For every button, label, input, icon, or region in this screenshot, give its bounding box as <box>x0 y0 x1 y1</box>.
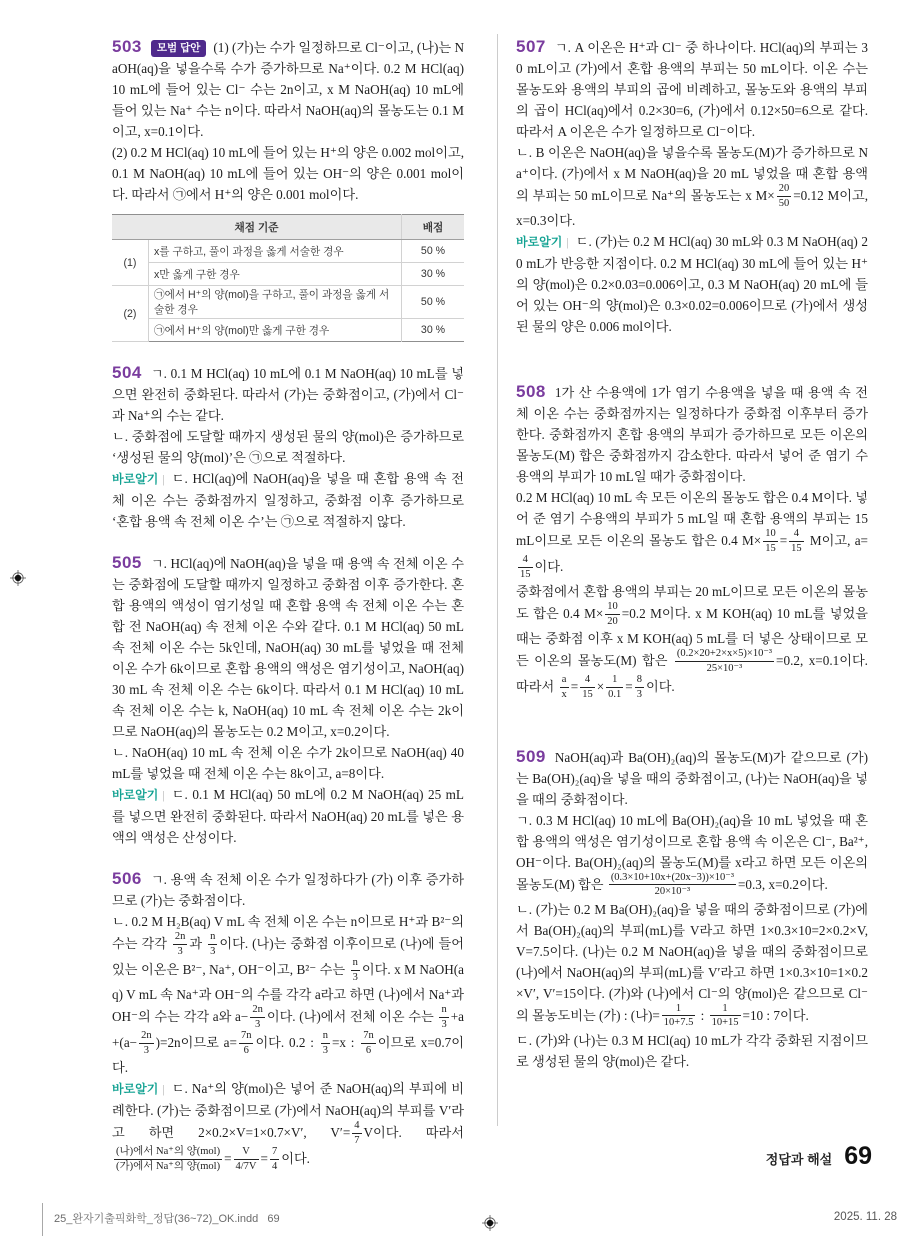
label-divider: | <box>162 788 165 802</box>
fraction: $\frac{a}{x}$ <box>561 674 567 701</box>
fraction: $\frac{V}{4/7V}$ <box>235 1146 257 1173</box>
criteria-cell: ㉠에서 H⁺의 양(mol)만 옳게 구한 경우 <box>154 324 330 337</box>
fraction: $\frac{2n}{3}$ <box>141 1030 152 1056</box>
fraction: $\frac{2n}{3}$ <box>252 1004 263 1030</box>
criteria-cell: x를 구하고, 풀이 과정을 옳게 서술한 경우 <box>149 240 402 263</box>
column-divider <box>497 34 498 1126</box>
criteria-header: 채점 기준 <box>112 215 402 240</box>
grading-table <box>112 214 464 342</box>
fraction: $\frac{\text{(0.2×20+2×x×5)×10⁻³}}{\text{25×10⁻³}}$ <box>676 648 773 674</box>
problem-number: 506 <box>112 869 142 888</box>
problem-506 <box>112 868 464 1174</box>
problem-505 <box>112 552 464 848</box>
baroalgi-label: 바로알기 <box>516 235 563 250</box>
score-cell: 50 % <box>402 240 465 263</box>
fraction: $\frac{4}{7}$ <box>354 1120 360 1146</box>
solution-paragraph: 503 모범 답안 (1) (가)는 수가 일정하므로 Cl⁻이고, (나)는 NaOH(aq)을 넣을수록 수가 증가하므로 Na⁺이다. 0.2 M HCl(aq) 10 mL에 들어 있는 Cl⁻ 수는 2n이고, x M NaOH(aq) 10 mL에 들어 있는 Na⁺ 수는 n이다. 따라서 NaOH(aq)의 몰농도는 0.1 M이고, x=0.1이다. <box>112 37 464 139</box>
solution-paragraph: 508 1가 산 수용액에 1가 염기 수용액을 넣을 때 용액 속 전체 이온 수는 중화점까지는 일정하다가 중화점 이후부터 증가한다. 중화점까지 혼합 용액의 부피가 증가하므로 모든 이온의 몰농도(M) 합은 중화점까지 감소한다. 따라서 넣어 준 염기 수용액의 부피가 10 mL일 때가 중화점이다. <box>516 382 868 485</box>
table-row <box>112 240 464 263</box>
table-row <box>112 319 464 342</box>
score-cell: 30 % <box>402 319 465 342</box>
solution-paragraph: ㄴ. 중화점에 도달할 때까지 생성된 물의 양(mol)은 증가하므로 ‘생성된 물의 양(mol)’은 ㉠으로 적절하다. <box>112 429 464 465</box>
problem-508 <box>516 381 868 701</box>
problem-509 <box>516 746 868 1072</box>
table-row <box>112 286 464 319</box>
problem-number: 505 <box>112 553 142 572</box>
solution-paragraph: ㄴ. B 이온은 NaOH(aq)을 넣을수록 몰농도(M)가 증가하므로 Na⁺이다. (가)에서 x M NaOH(aq)을 20 mL 넣었을 때 혼합 용액의 부피는 50 mL이므로 Na⁺의 몰농도는 x M× $\frac{20}{50}$ =0.12 M이고, x=0.3이다. <box>516 145 868 229</box>
fraction: $\frac{n}{3}$ <box>322 1030 328 1056</box>
registration-mark-icon <box>10 570 26 586</box>
solution-paragraph: 505 ㄱ. HCl(aq)에 NaOH(aq)을 넣을 때 용액 속 전체 이온 수는 중화점에 도달할 때까지 일정하고 중화점 이후 증가한다. 혼합 용액의 액성이 염기성일 때 혼합 용액 속 전체 이온 수는 혼합 전 NaOH(aq) 속 전체 이온 수와 같다. 0.1 M HCl(aq) 50 mL 속 전체 이온 수는 5k인데, NaOH(aq) 30 mL를 넣었을 때 전체 이온 수가 6k이므로 혼합 용액의 액성은 염기성이고, NaOH(aq) 30 mL 속 전체 이온 수는 6k이다. 따라서 0.1 M HCl(aq) 10 mL 속 전체 이온 수는 k, NaOH(aq) 10 mL 속 전체 이온 수는 2k이므로 NaOH(aq)의 몰농도는 0.2 M이고, x=0.2이다. <box>112 553 464 739</box>
solution-paragraph: (2) 0.2 M HCl(aq) 10 mL에 들어 있는 H⁺의 양은 0.002 mol이고, 0.1 M NaOH(aq) 10 mL에 들어 있는 OH⁻의 양은 0.001 mol이다. 따라서 ㉠에서 H⁺의 양은 0.001 mol이다. <box>112 145 464 202</box>
solution-paragraph: 507 ㄱ. A 이온은 H⁺과 Cl⁻ 중 하나이다. HCl(aq)의 부피는 30 mL이고 (가)에서 혼합 용액의 부피는 50 mL이다. 이온 수는 몰농도와 용액의 부피의 곱에 비례하고, 몰농도와 용액의 부피의 곱이 HCl(aq)에서 0.2×30=6, (가)에서 0.12×50=6으로 같다. 따라서 A 이온은 수가 일정하므로 Cl⁻이다. <box>516 37 868 139</box>
fraction: $\frac{1}{10+15}$ <box>711 1002 739 1029</box>
baroalgi-label: 바로알기 <box>112 472 159 486</box>
crop-mark <box>42 1203 43 1236</box>
criteria-cell: x만 옳게 구한 경우 <box>149 263 402 286</box>
fraction: $\frac{2n}{3}$ <box>174 931 186 957</box>
registration-mark-icon <box>482 1215 498 1231</box>
problem-504 <box>112 362 464 532</box>
solution-paragraph: 504 ㄱ. 0.1 M HCl(aq) 10 mL에 0.1 M NaOH(aq) 10 mL를 넣으면 완전히 중화된다. 따라서 (가)는 중화점이고, (가)에서 Cl⁻과 Na⁺의 수는 같다. <box>112 363 464 423</box>
problem-number: 508 <box>516 382 546 402</box>
fraction: $\frac{7n}{6}$ <box>363 1030 374 1056</box>
solution-paragraph: 0.2 M HCl(aq) 10 mL 속 모든 이온의 몰농도 합은 0.4 M이다. 넣어 준 염기 수용액의 부피가 5 mL일 때 혼합 용액의 부피는 15 mL이므로 모든 이온의 몰농도 합은 0.4 M× $\frac{10}{15}$ = $\frac{4}{15}$ M이고, a= $\frac{4}{15}$ 이다. <box>516 490 868 580</box>
fraction: $\frac{n}{3}$ <box>352 957 358 983</box>
problem-number: 503 <box>112 37 142 56</box>
baroalgi-label: 바로알기 <box>112 1082 159 1097</box>
solution-paragraph: 509 NaOH(aq)과 Ba(OH)₂(aq)의 몰농도(M)가 같으므로 (가)는 Ba(OH)₂(aq)을 넣을 때의 중화점이고, (나)는 NaOH(aq)을 넣을 때의 중화점이다. <box>516 746 868 807</box>
solution-paragraph: 바로알기 | ㄷ. Na⁺의 양(mol)은 넣어 준 NaOH(aq)의 부피에 비례한다. (가)는 중화점이므로 (가)에서 NaOH(aq)의 부피를 V′라고 하면 2×0.2×V=1×0.7×V′, V′= $\frac{4}{7}$ V이다. 따라서 $\frac{\text{(나)에서 Na⁺의 양(mol)}}{\text{(가)에서 Na⁺의 양(mol)}}$ = $\frac{V}{4/7V}$ = $\frac{7}{4}$ 이다. <box>112 1081 464 1173</box>
criteria-cell: ㉠에서 H⁺의 양(mol)을 구하고, 풀이 과정을 옳게 서술한 경우 <box>149 286 402 319</box>
solution-paragraph: 바로알기 | ㄷ. 0.1 M HCl(aq) 50 mL에 0.2 M NaOH(aq) 25 mL를 넣으면 완전히 중화된다. 따라서 NaOH(aq) 20 mL를 넣은 용액의 액성은 산성이다. <box>112 787 464 845</box>
fraction: $\frac{1}{0.1}$ <box>608 674 622 701</box>
fraction: $\frac{20}{50}$ <box>778 183 790 209</box>
page-number: 69 <box>844 1142 872 1170</box>
fraction: $\frac{7}{4}$ <box>271 1146 278 1173</box>
problem-number: 504 <box>112 363 142 382</box>
fraction: $\frac{10}{15}$ <box>765 528 776 554</box>
right-column <box>516 36 868 1072</box>
solution-paragraph: 중화점에서 혼합 용액의 부피는 20 mL이므로 모든 이온의 몰농도 합은 0.4 M× $\frac{10}{20}$ =0.2 M이다. x M KOH(aq) 10 mL를 넣었을 때는 중화점 이후 x M KOH(aq) 5 mL를 더 넣은 상태이므로 모든 이온의 몰농도(M) 합은 $\frac{\text{(0.2×20+2×x×5)×10⁻³}}{\text{25×10⁻³}}$ =0.2, x=0.1이다. 따라서 $\frac{a}{x}$ = $\frac{4}{15}$ × $\frac{1}{0.1}$ = $\frac{8}{3}$ 이다. <box>516 584 869 701</box>
solution-paragraph: 바로알기 | ㄷ. HCl(aq)에 NaOH(aq)을 넣을 때 혼합 용액 속 전체 이온 수는 중화점까지 일정하고, 중화점 이후 증가하므로 ‘혼합 용액 속 전체 이온 수’는 ㉠으로 적절하지 않다. <box>112 471 464 529</box>
fraction: $\frac{4}{15}$ <box>791 528 802 554</box>
fraction: $\frac{1}{10+7.5}$ <box>663 1002 694 1029</box>
left-column <box>112 36 464 1174</box>
fraction: $\frac{n}{3}$ <box>210 931 216 957</box>
footer-section-label: 정답과 해설 <box>765 1152 833 1167</box>
label-divider: | <box>162 472 165 486</box>
score-cell: 50 % <box>402 286 465 319</box>
solution-paragraph: ㄱ. 0.3 M HCl(aq) 10 mL에 Ba(OH)₂(aq)을 10 mL 넣었을 때 혼합 용액의 액성은 염기성이므로 혼합 용액 속 이온은 Cl⁻, Ba²⁺, OH⁻이다. Ba(OH)₂(aq)의 몰농도(M)를 x라고 하면 모든 이온의 몰농도(M) 합은 $\frac{\text{(0.3×10+10x+(20x−3))×10⁻³}}{\text{20×10⁻³}}$ =0.3, x=0.2이다. <box>516 812 868 898</box>
fraction: $\frac{4}{15}$ <box>582 674 593 701</box>
fraction: $\frac{7n}{6}$ <box>240 1030 252 1056</box>
problem-number: 509 <box>516 746 546 766</box>
score-cell: 30 % <box>402 263 465 286</box>
label-divider: | <box>566 235 569 250</box>
model-answer-badge: 모범 답안 <box>151 40 207 57</box>
problem-503 <box>112 36 464 342</box>
table-row <box>112 263 464 286</box>
fraction: $\frac{10}{20}$ <box>607 601 618 627</box>
group-label-cell: (1) <box>112 240 149 286</box>
label-divider: | <box>162 1082 165 1097</box>
problem-number: 507 <box>516 37 546 56</box>
problem-507 <box>516 36 868 337</box>
fraction: $\frac{4}{15}$ <box>520 554 531 580</box>
solution-paragraph: ㄴ. (가)는 0.2 M Ba(OH)₂(aq)을 넣을 때의 중화점이므로 (가)에서 Ba(OH)₂(aq)의 부피(mL)를 V라고 하면 1×0.3×10=2×0.2×V, V=7.5이다. (나)는 0.2 M NaOH(aq)을 넣을 때의 중화점이므로 (나)에서 NaOH(aq)의 부피(mL)를 V′라고 하면 1×0.3×10=1×0.2×V′, V′=15이다. (가)와 (나)에서 Cl⁻의 양(mol)은 같으므로 Cl⁻의 몰농도비는 (가) : (나)= $\frac{1}{10+7.5}$ : $\frac{1}{10+15}$ =10 : 7이다. <box>516 901 868 1029</box>
fraction: $\frac{\text{(나)에서 Na⁺의 양(mol)}}{\text{(가)에서 Na⁺의 양(mol)}}$ <box>116 1146 221 1173</box>
solution-paragraph: ㄷ. (가)와 (나)는 0.3 M HCl(aq) 10 mL가 각각 중화된 지점이므로 생성된 물의 양(mol)은 같다. <box>516 1032 868 1069</box>
fraction: $\frac{\text{(0.3×10+10x+(20x−3))×10⁻³}}{\text{20×10⁻³}}$ <box>610 871 734 898</box>
solution-paragraph: ㄴ. 0.2 M H₂B(aq) V mL 속 전체 이온 수는 n이므로 H⁺과 B²⁻의 수는 각각 $\frac{2n}{3}$ 과 $\frac{n}{3}$ 이다. (나)는 중화점 이후이므로 (나)에 들어 있는 이온은 B²⁻, Na⁺, OH⁻이고, B²⁻ 수는 $\frac{n}{3}$ 이다. x M NaOH(aq) V mL 속 Na⁺과 OH⁻의 수를 각각 a라고 하면 (나)에서 Na⁺과 OH⁻의 수는 각각 a와 a− $\frac{2n}{3}$ 이다. (나)에서 전체 이온 수는 $\frac{n}{3}$ +a+(a− $\frac{2n}{3}$ )=2n이므로 a= $\frac{7n}{6}$ 이다. 0.2 : $\frac{n}{3}$ =x : $\frac{7n}{6}$ 이므로 x=0.7이다. <box>112 914 465 1076</box>
score-header: 배점 <box>402 215 465 240</box>
solution-paragraph: ㄴ. NaOH(aq) 10 mL 속 전체 이온 수가 2k이므로 NaOH(aq) 40 mL를 넣었을 때 전체 이온 수는 8k이고, a=8이다. <box>112 745 464 781</box>
fraction: $\frac{n}{3}$ <box>441 1004 447 1030</box>
imprint-filename: 25_완자기출픽화학_정답(36~72)_OK.indd 69 <box>54 1213 280 1225</box>
fraction: $\frac{8}{3}$ <box>636 674 642 701</box>
page-footer <box>766 1142 872 1171</box>
print-date: 2025. 11. 28 <box>833 1211 897 1223</box>
group-label-cell: (2) <box>112 286 149 342</box>
solution-paragraph: 바로알기 | ㄷ. (가)는 0.2 M HCl(aq) 30 mL와 0.3 M NaOH(aq) 20 mL가 반응한 지점이다. 0.2 M HCl(aq) 30 mL에 들어 있는 H⁺의 양(mol)은 0.2×0.03=0.006이고, 0.3 M NaOH(aq) 20 mL에 들어 있는 OH⁻의 양(mol)은 0.3×0.02=0.006이므로 (가)에서 생성된 물의 양은 0.006 mol이다. <box>516 234 868 335</box>
solution-paragraph: 506 ㄱ. 용액 속 전체 이온 수가 일정하다가 (가) 이후 증가하므로 (가)는 중화점이다. <box>112 869 464 908</box>
baroalgi-label: 바로알기 <box>112 788 159 802</box>
